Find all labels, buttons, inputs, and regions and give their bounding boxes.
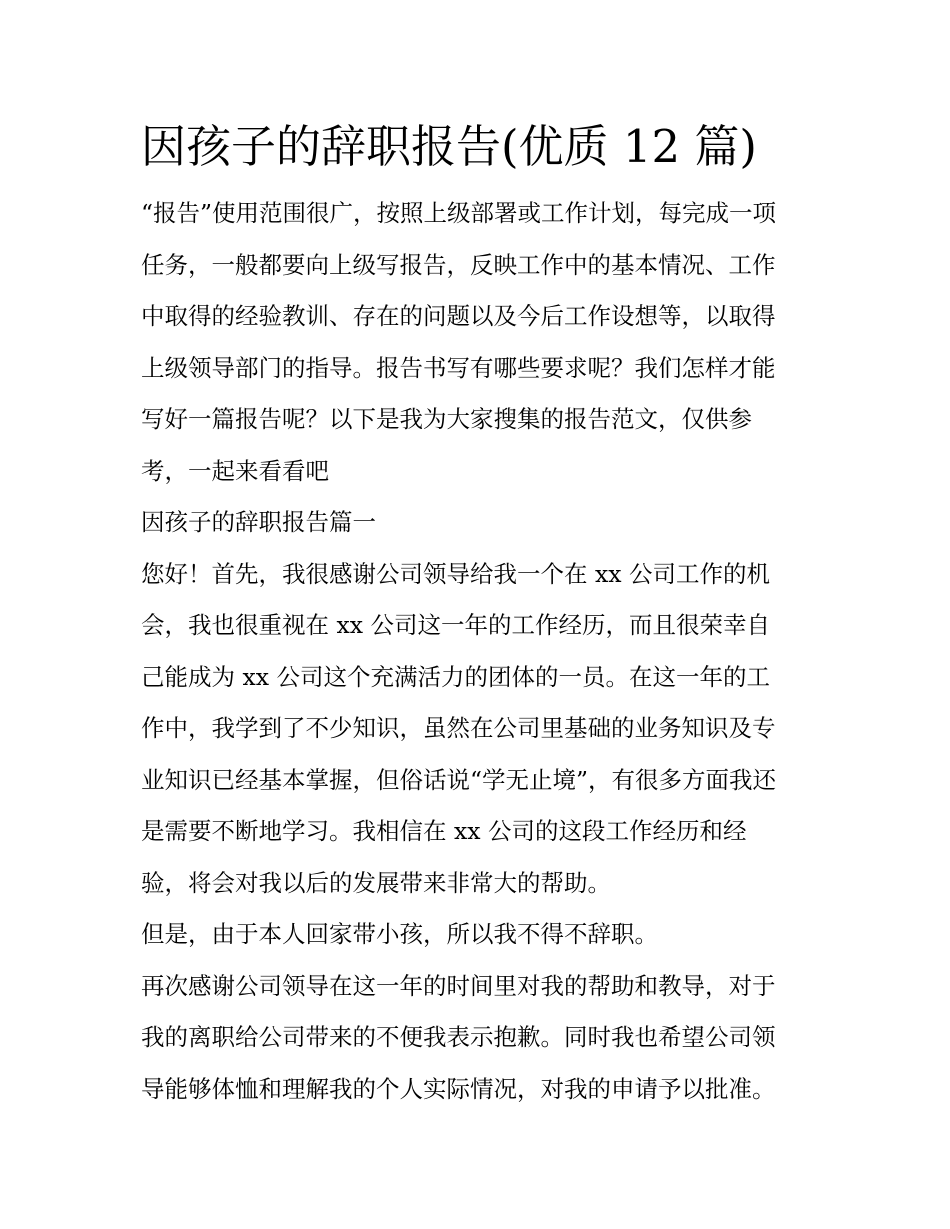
document-body: [141, 114, 813, 1115]
text-line: 业知识已经基本掌握，但俗话说“学无止境”，有很多方面我还: [141, 765, 777, 794]
text-line: 导能够体恤和理解我的个人实际情况，对我的申请予以批准。: [141, 1074, 776, 1103]
text-line: 任务，一般都要向上级写报告，反映工作中的基本情况、工作: [141, 250, 776, 279]
section-heading: [141, 497, 813, 549]
body-paragraph: [141, 961, 813, 1116]
text-line: 但是，由于本人回家带小孩，所以我不得不辞职。: [141, 920, 658, 948]
text-line: 作中，我学到了不少知识，虽然在公司里基础的业务知识及专: [141, 714, 776, 742]
text-line: 写好一篇报告呢？以下是我为大家搜集的报告范文，仅供参: [141, 405, 752, 433]
text-line: 我的离职给公司带来的不便我表示抱歉。同时我也希望公司领: [141, 1023, 776, 1051]
document-title: 因孩子的辞职报告(优质 12 篇): [141, 120, 757, 173]
section-heading-text: 因孩子的辞职报告篇一: [141, 508, 376, 536]
text-line: 上级领导部门的指导。报告书写有哪些要求呢？我们怎样才能: [141, 353, 776, 382]
text-line: 是需要不断地学习。我相信在 xx 公司的这段工作经历和经: [141, 817, 747, 845]
text-line: 您好！首先，我很感谢公司领导给我一个在 xx 公司工作的机: [141, 559, 770, 588]
text-line: 己能成为 xx 公司这个充满活力的团体的一员。在这一年的工: [141, 662, 770, 691]
text-line: 考，一起来看看吧: [141, 456, 329, 485]
text-line: 再次感谢公司领导在这一年的时间里对我的帮助和教导，对于: [141, 971, 776, 1000]
body-paragraph: [141, 549, 813, 910]
text-line: 验，将会对我以后的发展带来非常大的帮助。: [141, 868, 611, 897]
intro-paragraph: [141, 188, 813, 497]
text-line: 中取得的经验教训、存在的问题以及今后工作设想等，以取得: [141, 302, 776, 330]
text-line: “报告”使用范围很广，按照上级部署或工作计划，每完成一项: [141, 199, 777, 227]
body-paragraph: [141, 909, 813, 961]
text-line: 会，我也很重视在 xx 公司这一年的工作经历，而且很荣幸自: [141, 611, 770, 639]
